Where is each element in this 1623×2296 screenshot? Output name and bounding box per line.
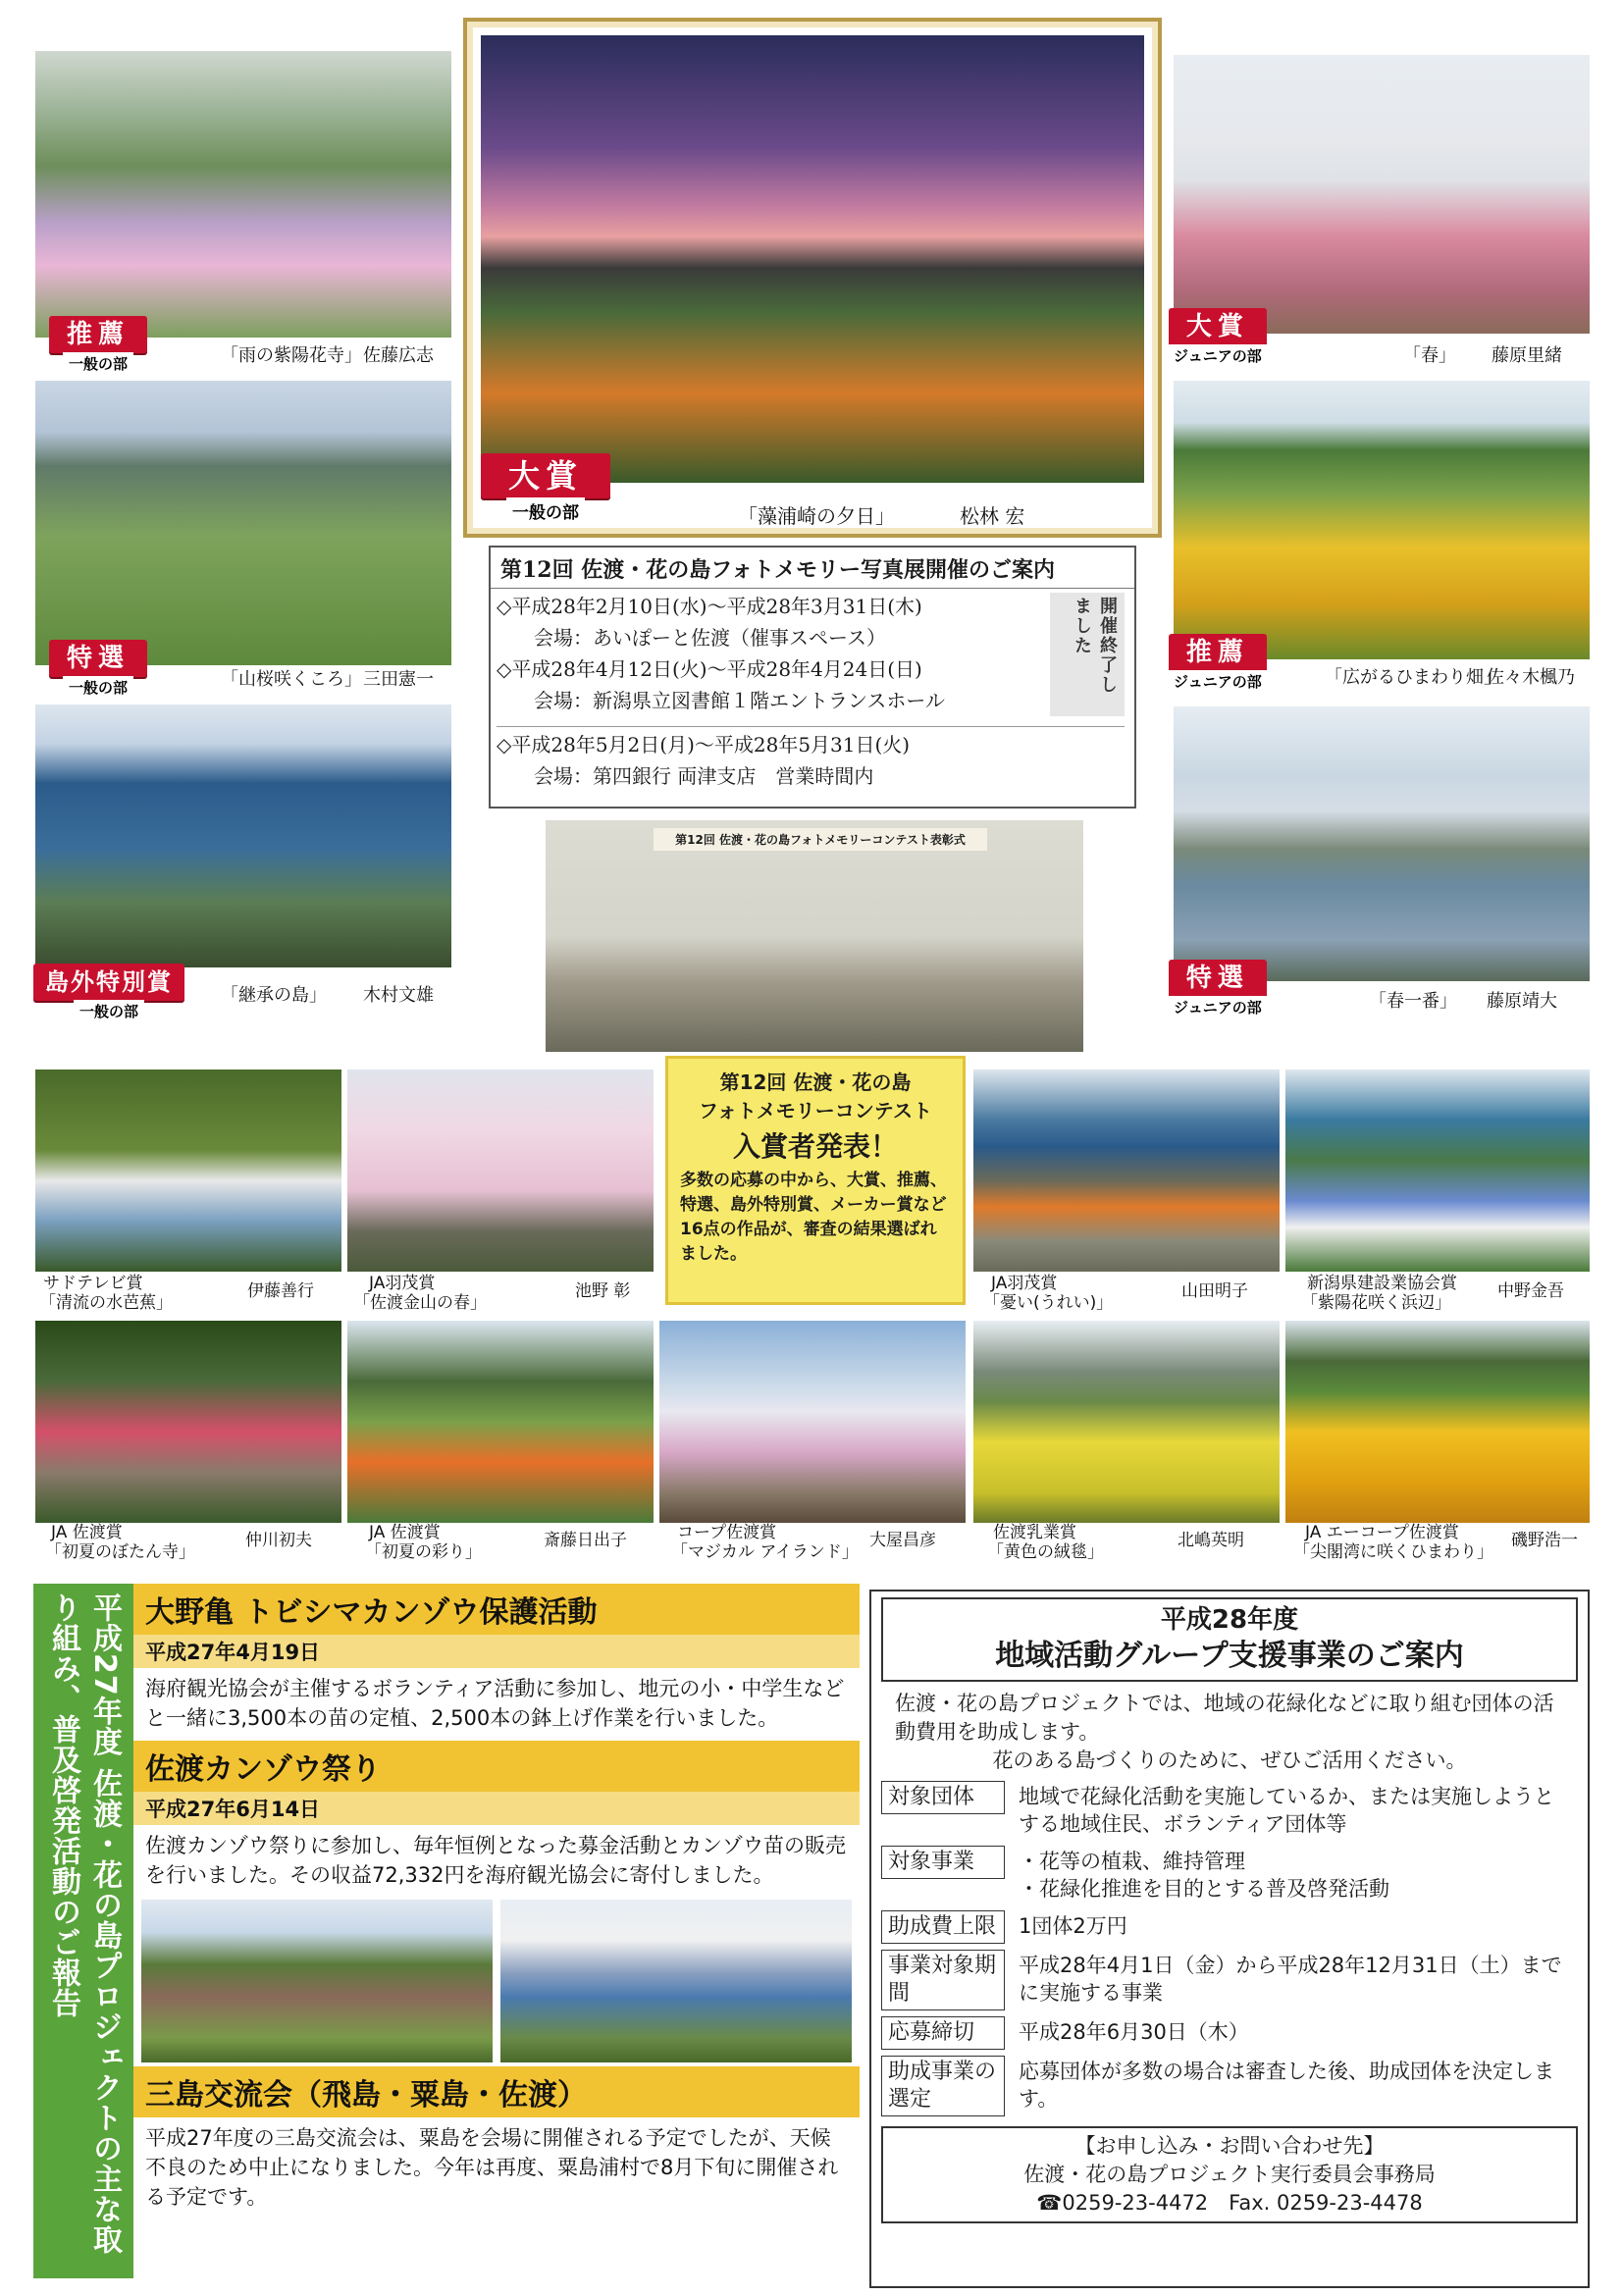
photo-sunflower-field: [1174, 381, 1590, 659]
photo-author: 佐々木楓乃: [1487, 667, 1575, 688]
award-label: 特選: [49, 640, 147, 677]
photo-author: 松林 宏: [960, 504, 1025, 528]
winner-award: コープ佐渡賞: [677, 1523, 777, 1542]
row-label: 事業対象期間: [881, 1950, 1005, 2010]
contact-box: [881, 2126, 1578, 2223]
award-category: 一般の部: [63, 352, 133, 375]
contact-heading: 【お申し込み・お問い合わせ先】: [1074, 2134, 1385, 2158]
winner-author: 山田明子: [1181, 1281, 1248, 1301]
row-label: 助成費上限: [881, 1910, 1005, 1944]
exhibition-venue: 会場：あいぽーと佐渡（催事スペース）: [534, 626, 886, 650]
support-intro2: 花のある島づくりのために、ぜひご活用ください。: [992, 1748, 1467, 1772]
photo-title: 「継承の島」: [221, 985, 327, 1006]
activity-body: 平成27年度の三島交流会は、粟島を会場に開催される予定でしたが、天候不良のため中止になりました。今年は再度、粟島浦村で8月下旬に開催される予定です。: [145, 2126, 839, 2209]
award-label: 大賞: [1169, 308, 1267, 345]
winner-author: 中野金吾: [1497, 1281, 1564, 1301]
row-value: 応募団体が多数の場合は審査した後、助成団体を決定します。: [1019, 2060, 1554, 2111]
side-title: 平成27年度 佐渡・花の島プロジェクトの主な取り組み、普及啓発活動のご報告: [46, 1592, 122, 2256]
award-category: 一般の部: [74, 1000, 144, 1022]
winner-title: 「清流の水芭蕉」: [39, 1293, 173, 1313]
winner-title: 「初夏の彩り」: [365, 1542, 482, 1562]
award-badge: [49, 316, 147, 375]
row-value: 平成28年4月1日（金）から平成28年12月31日（土）までに実施する事業: [1019, 1954, 1562, 2005]
photo-title: 「春一番」: [1369, 991, 1457, 1012]
photo-magical-island: [659, 1321, 966, 1523]
photo-peony-temple: [35, 1321, 341, 1523]
activity-body: 佐渡カンゾウ祭りに参加し、毎年恒例となった募金活動とカンゾウ苗の販売を行いました。その収益72,332円を海府観光協会に寄付しました。: [145, 1834, 846, 1887]
winner-author: 仲川初夫: [245, 1531, 312, 1550]
award-label: 推薦: [49, 316, 147, 353]
support-title-year: 平成28年度: [1160, 1605, 1299, 1635]
activity-title: 大野亀 トビシマカンゾウ保護活動: [133, 1584, 860, 1635]
photo-spring: [1174, 55, 1590, 334]
announcement-line2: フォトメモリーコンテスト: [699, 1099, 932, 1122]
exhibition-date: ◇平成28年4月12日(火)〜平成28年4月24日(日): [497, 657, 922, 681]
winner-award: JA エーコープ佐渡賞: [1305, 1523, 1459, 1542]
photo-hydrangea-beach: [1285, 1070, 1590, 1272]
photo-title: 「春」: [1403, 345, 1456, 366]
festival-photos: [133, 1896, 860, 2062]
photo-rain-hydrangea-temple: [35, 51, 451, 338]
activity-title: 三島交流会（飛島・粟島・佐渡）: [133, 2066, 860, 2117]
award-label: 推薦: [1169, 634, 1267, 671]
winner-award: JA 佐渡賞: [51, 1523, 123, 1542]
photo-author: 三田憲一: [363, 669, 434, 690]
award-badge: [49, 640, 147, 699]
photo-title: 「藻浦崎の夕日」: [738, 504, 895, 528]
photo-mouraza-sunset: [481, 35, 1144, 483]
winner-title: 「初夏のぼたん寺」: [45, 1542, 195, 1562]
activity-date: 平成27年6月14日: [133, 1792, 860, 1825]
exhibition-info-box: [489, 546, 1136, 809]
activity-title: 佐渡カンゾウ祭り: [133, 1741, 860, 1792]
exhibition-heading: 第12回 佐渡・花の島フォトメモリー写真展開催のご案内: [491, 548, 1134, 589]
exhibition-item-3: [497, 726, 1125, 792]
photo-award-ceremony: [546, 820, 1083, 1052]
exhibition-venue: 会場：新潟県立図書館１階エントランスホール: [534, 689, 945, 712]
activities-panel: [133, 1584, 860, 2290]
contact-phone: ☎0259-23-4472 Fax. 0259-23-4478: [1036, 2191, 1423, 2215]
winner-award: JA羽茂賞: [991, 1274, 1058, 1293]
photo-inheritance-island: [35, 704, 451, 967]
row-value: 平成28年6月30日（木）: [1019, 2020, 1249, 2044]
photo-festival-crowd: [141, 1900, 493, 2062]
row-label: 応募締切: [881, 2016, 1005, 2050]
photo-title: 「広がるひまわり畑」: [1325, 667, 1501, 688]
photo-melancholy: [973, 1070, 1280, 1272]
award-label: 特選: [1169, 960, 1267, 997]
winner-title: 「マジカル アイランド」: [671, 1542, 859, 1562]
winner-author: 大屋昌彦: [869, 1531, 936, 1550]
winner-award: JA羽茂賞: [369, 1274, 436, 1293]
photo-author: 木村文雄: [363, 985, 434, 1006]
winner-award: 新潟県建設業協会賞: [1307, 1274, 1457, 1293]
photo-senkaku-sunflowers: [1285, 1321, 1590, 1523]
exhibition-date: ◇平成28年2月10日(水)〜平成28年3月31日(木): [497, 595, 922, 618]
photo-author: 藤原里緒: [1492, 345, 1562, 366]
winner-author: 磯野浩一: [1511, 1531, 1578, 1550]
award-label: 島外特別賞: [33, 964, 184, 1001]
exhibition-venue: 会場：第四銀行 両津支店 営業時間内: [534, 764, 874, 788]
photo-yellow-carpet: [973, 1321, 1280, 1523]
exhibition-date: ◇平成28年5月2日(月)〜平成28年5月31日(火): [497, 733, 911, 757]
winner-title: 「黄色の絨毯」: [987, 1542, 1104, 1562]
grand-prize-badge: [481, 453, 610, 524]
support-table: [881, 1781, 1578, 2116]
winner-award: JA 佐渡賞: [369, 1523, 441, 1542]
row-label: 助成事業の選定: [881, 2056, 1005, 2116]
photo-spring-first: [1174, 706, 1590, 981]
row-value: 1団体2万円: [1019, 1914, 1127, 1938]
award-label: 大賞: [481, 453, 610, 498]
photo-title: 「雨の紫陽花寺」: [221, 345, 362, 366]
photo-mountain-cherry: [35, 381, 451, 665]
award-category: ジュニアの部: [1168, 996, 1268, 1018]
ended-label: 開催終了しました: [1072, 597, 1118, 695]
ceremony-banner: 第12回 佐渡・花の島フォトメモリーコンテスト表彰式: [654, 828, 987, 851]
activity-body: 海府観光協会が主催するボランティア活動に参加し、地元の小・中学生などと一緒に3,500本の苗の定植、2,500本の鉢上げ作業を行いました。: [145, 1677, 845, 1730]
photo-early-summer-colors: [347, 1321, 654, 1523]
photo-kinzan-spring: [347, 1070, 654, 1272]
exhibition-item-1: [497, 591, 945, 716]
winner-award: 佐渡乳業賞: [993, 1523, 1076, 1542]
award-badge: [1168, 634, 1268, 693]
row-label: 対象団体: [881, 1781, 1005, 1814]
exhibition-ended-tag: [1050, 593, 1125, 716]
award-category: 一般の部: [63, 676, 133, 699]
contact-organization: 佐渡・花の島プロジェクト実行委員会事務局: [1023, 2163, 1436, 2186]
support-program-box: [869, 1590, 1590, 2288]
announcement-line1: 第12回 佐渡・花の島: [719, 1070, 912, 1094]
support-title-box: [881, 1597, 1578, 1682]
photo-title: 「山桜咲くころ」: [221, 669, 362, 690]
photo-skunk-cabbage: [35, 1070, 341, 1272]
award-badge: [1168, 308, 1268, 367]
announcement-line3: 入賞者発表！: [732, 1130, 898, 1163]
activity-date: 平成27年4月19日: [133, 1635, 860, 1668]
award-badge: [1168, 960, 1268, 1018]
row-label: 対象事業: [881, 1846, 1005, 1879]
award-category: ジュニアの部: [1168, 670, 1268, 693]
announcement-box: [665, 1056, 966, 1305]
support-title-main: 地域活動グループ支援事業のご案内: [995, 1639, 1464, 1673]
award-badge: [33, 964, 184, 1022]
winner-award: サドテレビ賞: [43, 1274, 143, 1293]
photo-author: 藤原靖大: [1487, 991, 1557, 1012]
award-category: ジュニアの部: [1168, 344, 1268, 367]
row-value: 地域で花緑化活動を実施しているか、または実施しようとする地域住民、ボランティア団体等: [1019, 1785, 1554, 1836]
winner-author: 伊藤善行: [247, 1281, 314, 1301]
photo-festival-tents: [500, 1900, 852, 2062]
winner-title: 「佐渡金山の春」: [353, 1293, 487, 1313]
winner-author: 池野 彰: [575, 1281, 631, 1301]
winner-author: 北嶋英明: [1178, 1531, 1244, 1550]
winner-title: 「憂い(うれい)」: [983, 1293, 1114, 1313]
winner-title: 「尖閣湾に咲くひまわり」: [1293, 1542, 1493, 1562]
report-side-banner: [33, 1584, 133, 2278]
winner-title: 「紫陽花咲く浜辺」: [1301, 1293, 1451, 1313]
announcement-body: 多数の応募の中から、大賞、推薦、特選、島外特別賞、メーカー賞など16点の作品が、審査の結果選ばれました。: [680, 1171, 947, 1264]
winner-author: 斎藤日出子: [544, 1531, 627, 1550]
support-intro: 佐渡・花の島プロジェクトでは、地域の花緑化などに取り組む団体の活動費用を助成します。: [895, 1692, 1554, 1744]
row-value: ・花等の植栽、維持管理 ・花緑化推進を目的とする普及啓発活動: [1019, 1850, 1389, 1901]
award-category: 一般の部: [506, 497, 585, 524]
photo-author: 佐藤広志: [363, 345, 434, 366]
